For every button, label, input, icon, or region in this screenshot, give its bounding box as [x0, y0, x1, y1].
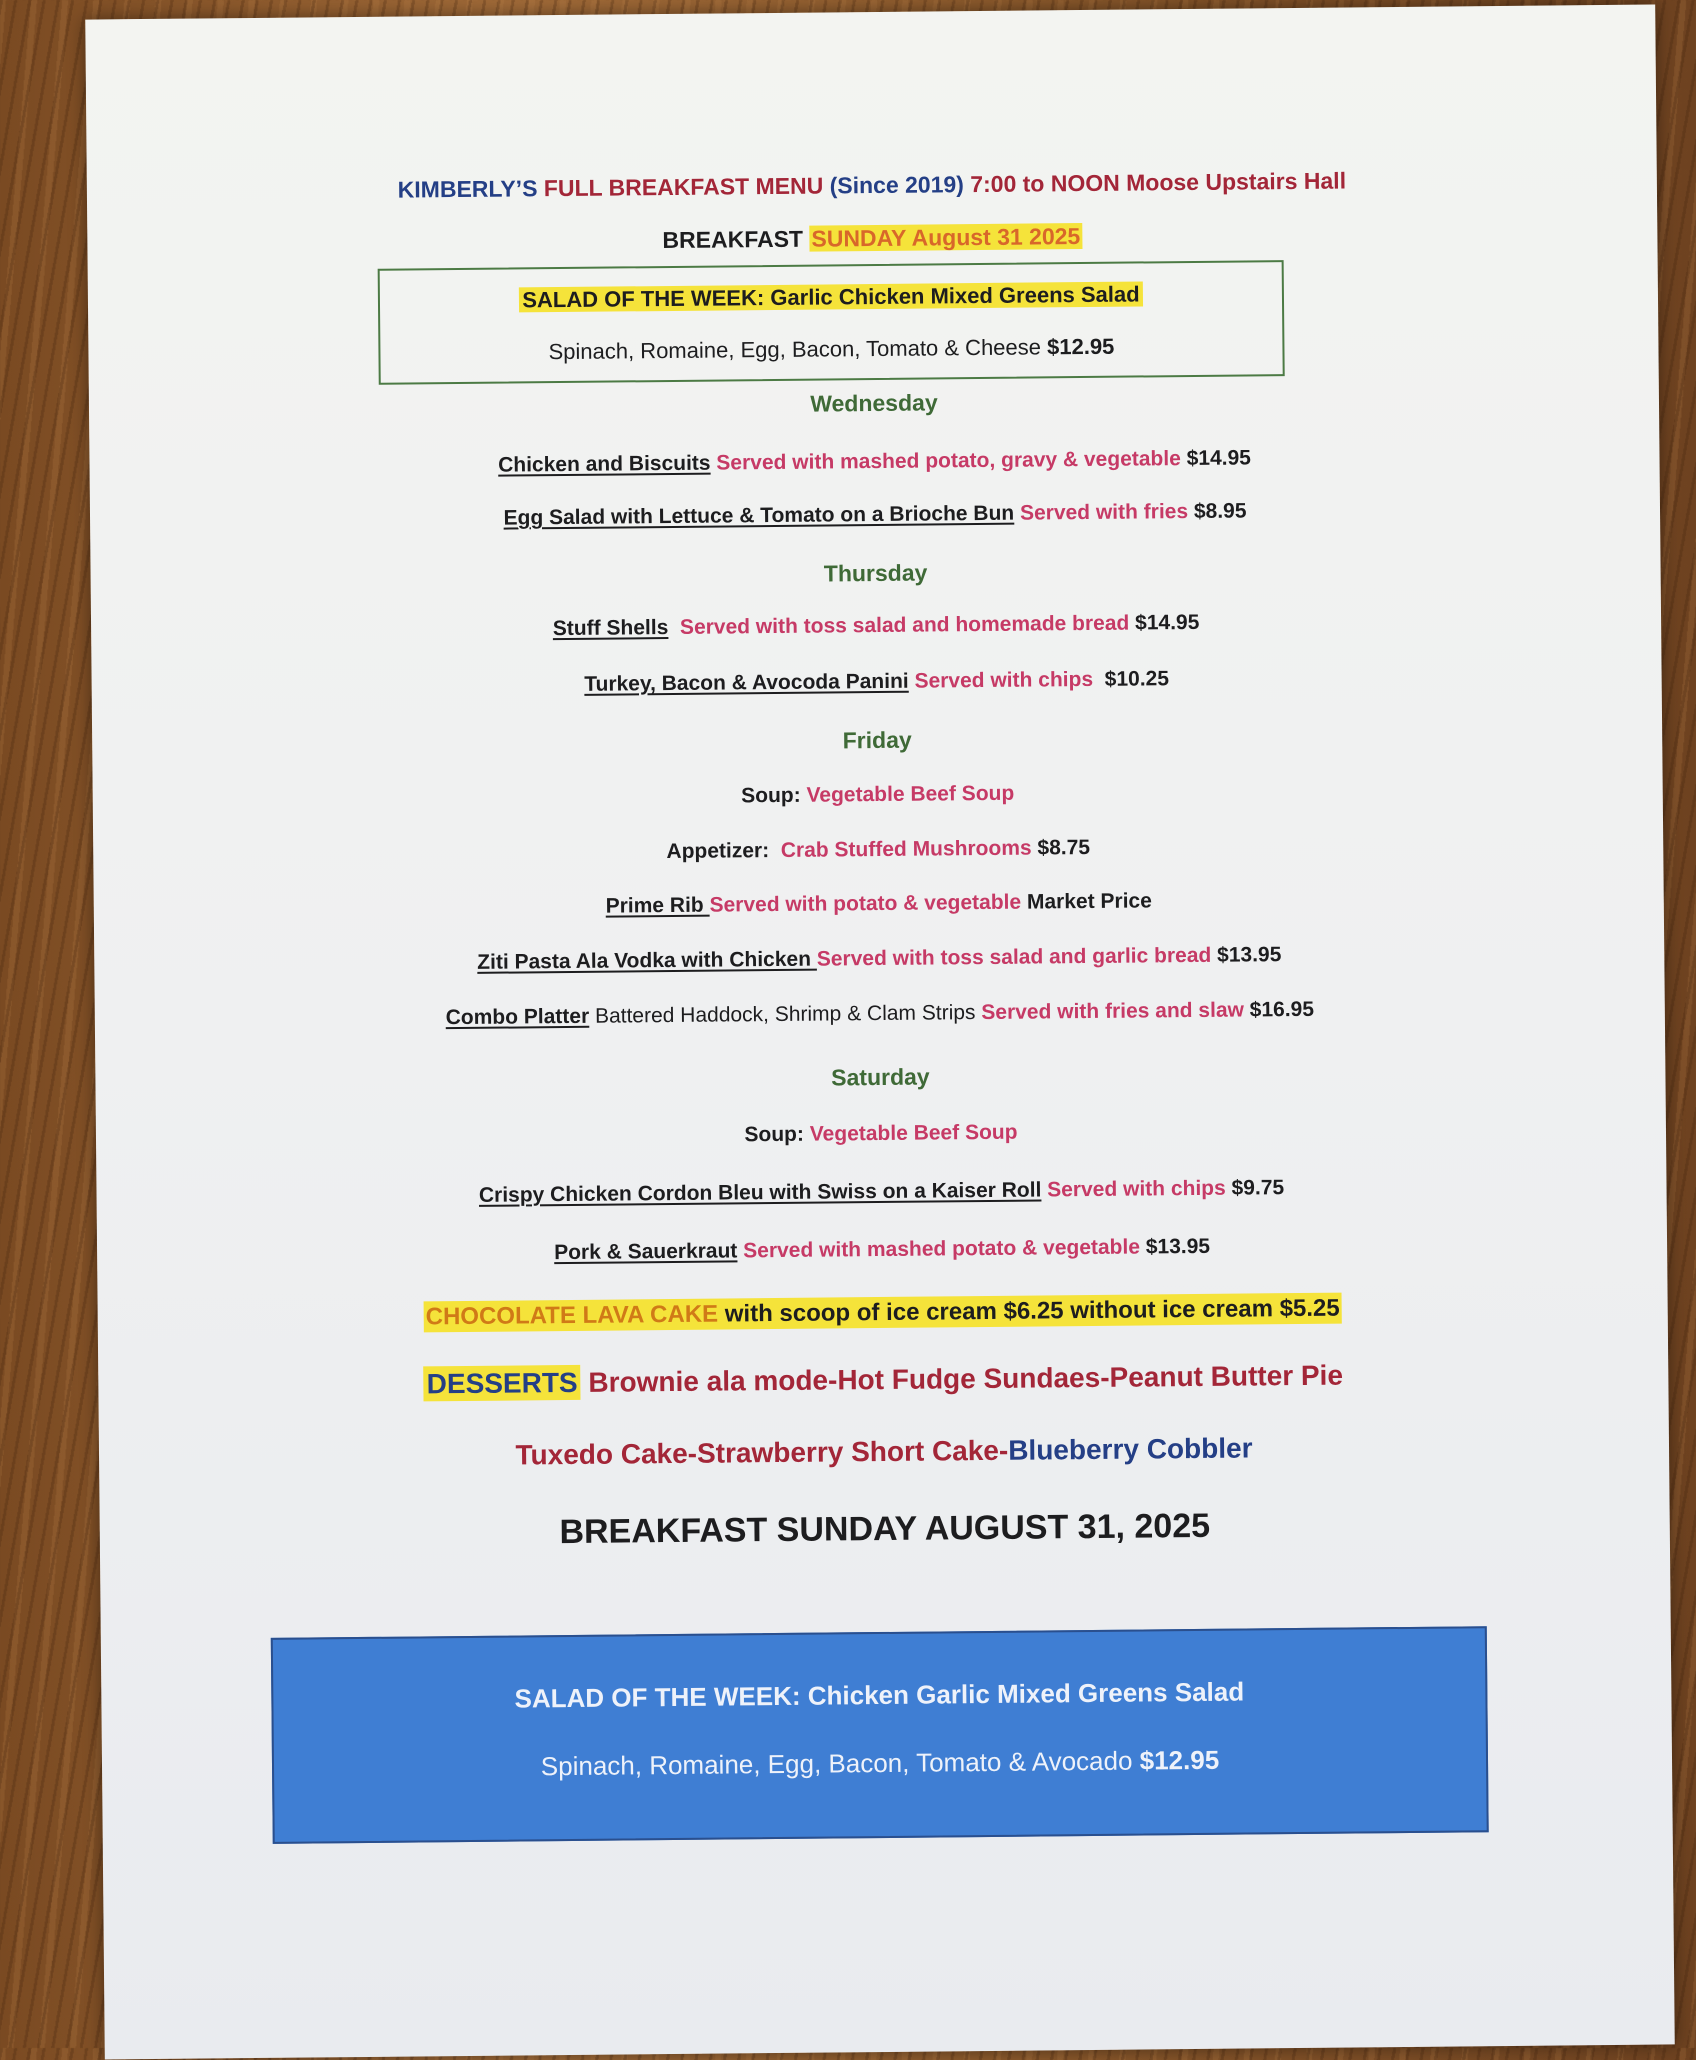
- item-desc: Served with fries: [1014, 500, 1189, 525]
- item-price: $14.95: [1180, 446, 1252, 471]
- lava-cake-detail: with scoop of ice cream $6.25 without ice cream $5.25: [717, 1294, 1340, 1328]
- desserts-line-1: [98, 1356, 1668, 1403]
- salad-top-desc-line: [380, 332, 1282, 367]
- menu-item: [96, 1172, 1666, 1211]
- item-desc: Served with chips: [1041, 1176, 1226, 1202]
- day-heading-wednesday: Wednesday: [810, 389, 938, 417]
- desserts-list-1: Brownie ala mode-Hot Fudge Sundaes-Peanut Butter Pie: [580, 1359, 1344, 1398]
- item-name: Pork & Sauerkraut: [554, 1239, 738, 1265]
- appetizer-label: Appetizer:: [666, 838, 781, 864]
- desserts-line-2: [99, 1428, 1669, 1475]
- desserts-label: DESSERTS: [424, 1365, 581, 1402]
- saturday-soup: [96, 1114, 1666, 1153]
- lava-cake-name: CHOCOLATE LAVA CAKE: [425, 1300, 719, 1331]
- salad-bottom-desc-line: [274, 1742, 1486, 1785]
- item-desc: Served with toss salad and garlic bread: [816, 943, 1212, 971]
- menu-item: [89, 442, 1659, 481]
- menu-title: [87, 165, 1657, 207]
- item-desc: Served with potato & vegetable: [709, 890, 1022, 917]
- appetizer-price: $8.75: [1031, 835, 1091, 860]
- item-desc: Served with mashed potato, gravy & vegetable: [710, 447, 1181, 475]
- item-price: Market Price: [1020, 889, 1152, 914]
- salad-of-the-week-box: [378, 260, 1285, 385]
- item-price: $16.95: [1243, 997, 1315, 1022]
- salad-top-desc: Spinach, Romaine, Egg, Bacon, Tomato & Cheese: [548, 334, 1048, 365]
- menu-item: [94, 939, 1664, 978]
- salad-top-price: $12.95: [1046, 333, 1115, 360]
- item-name: Combo Platter: [445, 1004, 590, 1030]
- soup-label: Soup:: [741, 783, 807, 808]
- item-desc: Served with toss salad and homemade bread: [668, 611, 1130, 640]
- friday-appetizer: [93, 830, 1663, 869]
- salad-bottom-title: SALAD OF THE WEEK: Chicken Garlic Mixed Greens Salad: [514, 1676, 1245, 1714]
- item-price: $10.25: [1098, 667, 1170, 691]
- breakfast-label: BREAKFAST: [662, 225, 810, 254]
- lava-cake-line: [98, 1291, 1668, 1334]
- item-name: Ziti Pasta Ala Vodka with Chicken: [477, 947, 817, 974]
- day-heading-friday: Friday: [842, 726, 912, 754]
- item-name: Crispy Chicken Cordon Bleu with Swiss on a Kaiser Roll: [478, 1178, 1042, 1207]
- item-desc: Served with chips: [908, 667, 1100, 693]
- menu-sheet: [85, 5, 1675, 2060]
- day-heading-saturday: Saturday: [831, 1063, 930, 1091]
- item-detail: Battered Haddock, Shrimp & Clam Strips: [589, 1001, 982, 1028]
- item-name: Turkey, Bacon & Avocoda Panini: [584, 669, 909, 696]
- menu-item: [92, 662, 1662, 701]
- salad-bottom-desc: Spinach, Romaine, Egg, Bacon, Tomato & Avocado: [540, 1745, 1140, 1782]
- item-price: $14.95: [1129, 610, 1200, 635]
- soup-name: Vegetable Beef Soup: [809, 1120, 1018, 1146]
- friday-soup: [93, 775, 1663, 814]
- title-kimberlys: KIMBERLY’S: [397, 175, 544, 203]
- item-desc: Served with mashed potato & vegetable: [737, 1235, 1141, 1263]
- menu-item: [90, 495, 1660, 534]
- soup-label: Soup:: [744, 1122, 810, 1147]
- title-since: (Since 2019): [829, 171, 971, 199]
- menu-item-combo: [95, 994, 1665, 1033]
- item-price: $13.95: [1139, 1234, 1211, 1259]
- title-full-breakfast: FULL BREAKFAST MENU: [543, 172, 830, 202]
- breakfast-date: SUNDAY August 31 2025: [811, 223, 1081, 252]
- desserts-list-2: Tuxedo Cake-Strawberry Short Cake-: [515, 1434, 1009, 1471]
- title-hours-location: 7:00 to NOON Moose Upstairs Hall: [970, 167, 1347, 198]
- salad-top-title-line: [380, 280, 1282, 315]
- desserts-blueberry: Blueberry Cobbler: [1008, 1432, 1253, 1466]
- menu-item: [97, 1230, 1667, 1269]
- item-name: Chicken and Biscuits: [498, 451, 711, 477]
- item-name: Egg Salad with Lettuce & Tomato on a Brioche Bun: [503, 501, 1015, 530]
- item-name: Stuff Shells: [552, 616, 669, 641]
- salad-bottom-price: $12.95: [1139, 1744, 1220, 1776]
- item-price: $8.95: [1187, 499, 1247, 524]
- item-desc: Served with fries and slaw: [981, 998, 1245, 1025]
- soup-name: Vegetable Beef Soup: [806, 781, 1015, 807]
- breakfast-footer-heading: BREAKFAST SUNDAY AUGUST 31, 2025: [559, 1506, 1211, 1552]
- breakfast-date-line: [87, 218, 1657, 260]
- item-price: $9.75: [1225, 1176, 1285, 1200]
- menu-item: [94, 884, 1664, 923]
- day-heading-thursday: Thursday: [823, 559, 928, 587]
- menu-item: [91, 606, 1661, 645]
- item-price: $13.95: [1211, 943, 1282, 967]
- item-name: Prime Rib: [605, 893, 710, 918]
- appetizer-name: Crab Stuffed Mushrooms: [780, 836, 1032, 862]
- salad-of-the-week-blue-box: [271, 1626, 1489, 1844]
- salad-top-title: SALAD OF THE WEEK: Garlic Chicken Mixed Greens Salad: [519, 281, 1143, 312]
